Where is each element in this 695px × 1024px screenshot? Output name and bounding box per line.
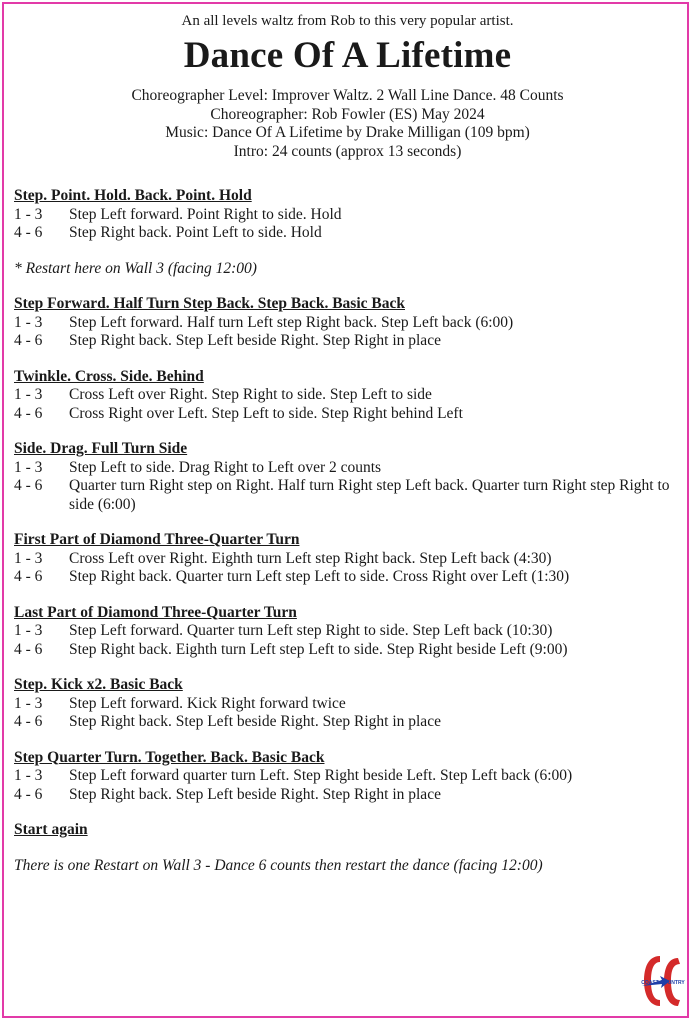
step-description: Step Left to side. Drag Right to Left over 2 counts — [69, 458, 382, 476]
section-title: Side. Drag. Full Turn Side — [14, 440, 188, 457]
final-restart-note: There is one Restart on Wall 3 - Dance 6 counts then restart the dance (facing 12:00) — [14, 856, 543, 874]
page-title: Dance Of A Lifetime — [183, 35, 512, 76]
step-count: 1 - 3 — [14, 694, 43, 712]
section-title: Last Part of Diamond Three-Quarter Turn — [14, 603, 297, 621]
step-row — [14, 459, 680, 478]
meta-choreographer: Choreographer: Rob Fowler (ES) May 2024 — [210, 105, 485, 123]
step-description: Cross Right over Left. Step Left to side. Step Right behind Left — [69, 404, 463, 422]
meta-level: Choreographer Level: Improver Waltz. 2 Wall Line Dance. 48 Counts — [131, 87, 564, 104]
step-count: 1 - 3 — [14, 386, 43, 403]
step-description: Step Left forward. Kick Right forward twice — [69, 694, 346, 712]
step-description: Step Left forward. Point Right to side. Hold — [69, 205, 342, 223]
step-row — [14, 767, 680, 786]
start-again-heading: Start again — [14, 821, 88, 838]
step-row — [14, 786, 680, 805]
step-description: Step Right back. Eighth turn Left step Left to side. Step Right beside Left (9:00) — [69, 640, 568, 658]
meta-music: Music: Dance Of A Lifetime by Drake Milligan (109 bpm) — [165, 124, 530, 141]
step-description: Step Right back. Step Left beside Right. Step Right in place — [69, 332, 441, 349]
dance-meta — [0, 87, 695, 161]
step-description: Step Right back. Step Left beside Right. Step Right in place — [69, 713, 441, 730]
step-count: 1 - 3 — [14, 549, 43, 567]
restart-note: * Restart here on Wall 3 (facing 12:00) — [14, 259, 257, 277]
logo-text: COAST COUNTRY — [641, 980, 685, 986]
step-count: 4 - 6 — [14, 568, 43, 585]
section-2 — [14, 295, 680, 351]
step-row — [14, 224, 680, 243]
step-row — [14, 622, 680, 641]
step-count: 1 - 3 — [14, 767, 43, 784]
step-count: 4 - 6 — [14, 332, 43, 349]
step-description: Step Left forward. Half turn Left step Right back. Step Left back (6:00) — [69, 313, 514, 331]
coast-country-logo-icon — [640, 950, 686, 1012]
step-description: Step Left forward quarter turn Left. Step Right beside Left. Step Left back (6:00) — [69, 767, 573, 784]
step-description: Step Right back. Point Left to side. Hold — [69, 224, 322, 241]
section-title: Step Quarter Turn. Together. Back. Basic Back — [14, 748, 325, 766]
step-description: Step Left forward. Quarter turn Left step Right to side. Step Left back (10:30) — [69, 622, 553, 639]
step-row — [14, 550, 680, 569]
section-title: Step. Point. Hold. Back. Point. Hold — [14, 187, 252, 204]
step-description: Cross Left over Right. Step Right to side. Step Left to side — [69, 386, 432, 403]
step-row — [14, 332, 680, 351]
start-again-section — [14, 821, 680, 840]
section-1 — [14, 187, 680, 243]
header — [0, 12, 695, 161]
section-7 — [14, 676, 680, 732]
step-sheet — [14, 187, 680, 892]
section-title: Step Forward. Half Turn Step Back. Step Back. Basic Back — [14, 295, 405, 312]
step-row — [14, 568, 680, 587]
section-5 — [14, 531, 680, 587]
restart-note-section — [14, 260, 680, 279]
section-3 — [14, 368, 680, 424]
step-count: 4 - 6 — [14, 640, 43, 658]
step-row — [14, 713, 680, 732]
section-title: Twinkle. Cross. Side. Behind — [14, 367, 204, 385]
step-row — [14, 206, 680, 225]
step-count: 1 - 3 — [14, 458, 43, 476]
section-8 — [14, 749, 680, 805]
section-title: Step. Kick x2. Basic Back — [14, 676, 183, 693]
step-count: 1 - 3 — [14, 622, 43, 639]
final-note-section — [14, 857, 680, 876]
step-description: Cross Left over Right. Eighth turn Left step Right back. Step Left back (4:30) — [69, 549, 552, 567]
step-description: Quarter turn Right step on Right. Half turn Right step Left back. Quarter turn Right step Right to side (6:00) — [69, 477, 670, 513]
section-title: First Part of Diamond Three-Quarter Turn — [14, 531, 300, 548]
step-row — [14, 641, 680, 660]
step-row — [14, 405, 680, 424]
step-count: 4 - 6 — [14, 785, 43, 803]
step-row — [14, 477, 680, 514]
intro-line: An all levels waltz from Rob to this very popular artist. — [181, 13, 514, 29]
step-row — [14, 695, 680, 714]
step-row — [14, 314, 680, 333]
step-description: Step Right back. Step Left beside Right. Step Right in place — [69, 785, 441, 803]
section-6 — [14, 604, 680, 660]
meta-intro: Intro: 24 counts (approx 13 seconds) — [233, 142, 462, 160]
step-count: 4 - 6 — [14, 224, 43, 241]
step-count: 4 - 6 — [14, 404, 43, 422]
section-4 — [14, 440, 680, 514]
step-count: 1 - 3 — [14, 205, 43, 223]
step-count: 1 - 3 — [14, 313, 43, 331]
step-row — [14, 386, 680, 405]
step-description: Step Right back. Quarter turn Left step Left to side. Cross Right over Left (1:30) — [69, 568, 570, 585]
step-count: 4 - 6 — [14, 713, 43, 730]
step-count: 4 - 6 — [14, 477, 43, 494]
